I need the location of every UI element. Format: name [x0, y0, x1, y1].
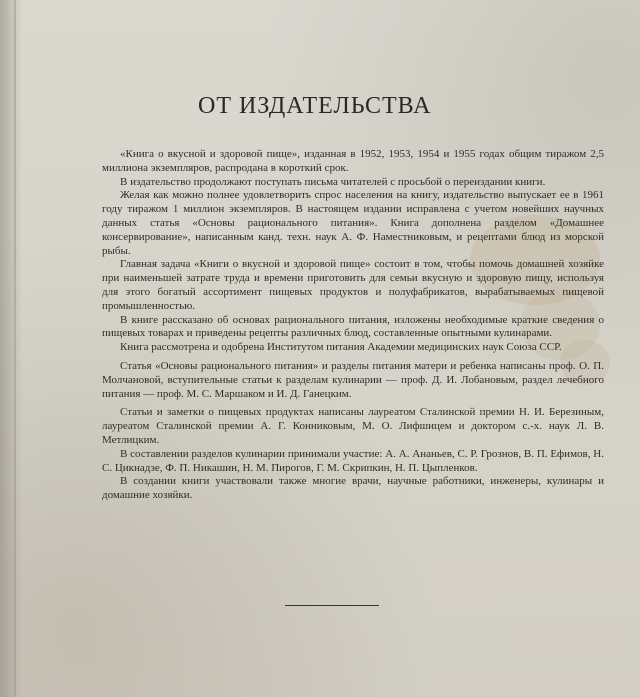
paragraph-book-contents: В книге рассказано об основах рационального питания, изложены необходимые краткие сведения о пищевых товарах и приведены рецепты различных блюд, составленные опытными кулинарами.: [102, 313, 604, 340]
paragraph-main-goal: Главная задача «Книги о вкусной и здоровой пище» состоит в том, чтобы помочь домашней хозяйке при наименьшей затрате труда и времени приготовить для семьи вкусную и здоровую пищу, используя для этого богатый ассортимент пищевых продуктов и полуфабрикатов, вырабатываемых пищевой промышленностью.: [102, 258, 604, 312]
paragraph-approval: Книга рассмотрена и одобрена Институтом питания Академии медицинских наук Союза ССР.: [120, 341, 562, 354]
paragraph-new-edition: Желая как можно полнее удовлетворить спрос населения на книгу, издательство выпускает ее в 1961 году тиражом 1 миллион экземпляров. В настоящем издании исправлена с учетом новейших научных данных статья «Основы рационального питания». Книга дополнена разделом «Домашнее консервирование», написанным канд. техн. наук А. Ф. Наместниковым, и рецептами блюд из морской рыбы.: [102, 189, 604, 257]
paragraph-culinary-contributors: В составлении разделов кулинарии принимали участие: А. А. Ананьев, С. Р. Грознов, В. П. Ефимов, Н. С. Цикнадзе, Ф. П. Никашин, Н. М. Пирогов, Г. М. Скрипкин, Н. П. Цыпленков.: [102, 447, 604, 474]
paragraph-food-articles-authors: Статьи и заметки о пищевых продуктах написаны лауреатом Сталинской премии Н. И. Березиным, лауреатом Сталинской премии А. Г. Конниковым, М. О. Лифшицем и доктором с.-х. наук Л. В. Метлицким.: [102, 406, 604, 446]
publisher-note-text: [102, 148, 604, 503]
paragraph-other-contributors: В создании книги участвовали также многие врачи, научные работники, инженеры, кулинары и домашние хозяйки.: [102, 475, 604, 502]
closing-divider: [285, 605, 379, 606]
page-heading: ОТ ИЗДАТЕЛЬСТВА: [198, 93, 432, 119]
page-fold-line: [14, 0, 16, 697]
paragraph-edition-history: «Книга о вкусной и здоровой пище», изданная в 1952, 1953, 1954 и 1955 годах общим тиражом 2,5 миллиона экземпляров, распродана в короткий срок.: [102, 148, 604, 174]
paragraph-reader-letters: В издательство продолжают поступать письма читателей с просьбой о переиздании книги.: [120, 175, 546, 188]
page-edge-shadow: [0, 0, 22, 697]
paragraph-nutrition-authors: Статья «Основы рационального питания» и разделы питания матери и ребенка написаны проф. О. П. Молчановой, вступительные статьи к разделам кулинарии — проф. Д. И. Лобановым, раздел лечебного питания — проф. М. С. Маршаком и И. Д. Ганецким.: [102, 359, 604, 400]
